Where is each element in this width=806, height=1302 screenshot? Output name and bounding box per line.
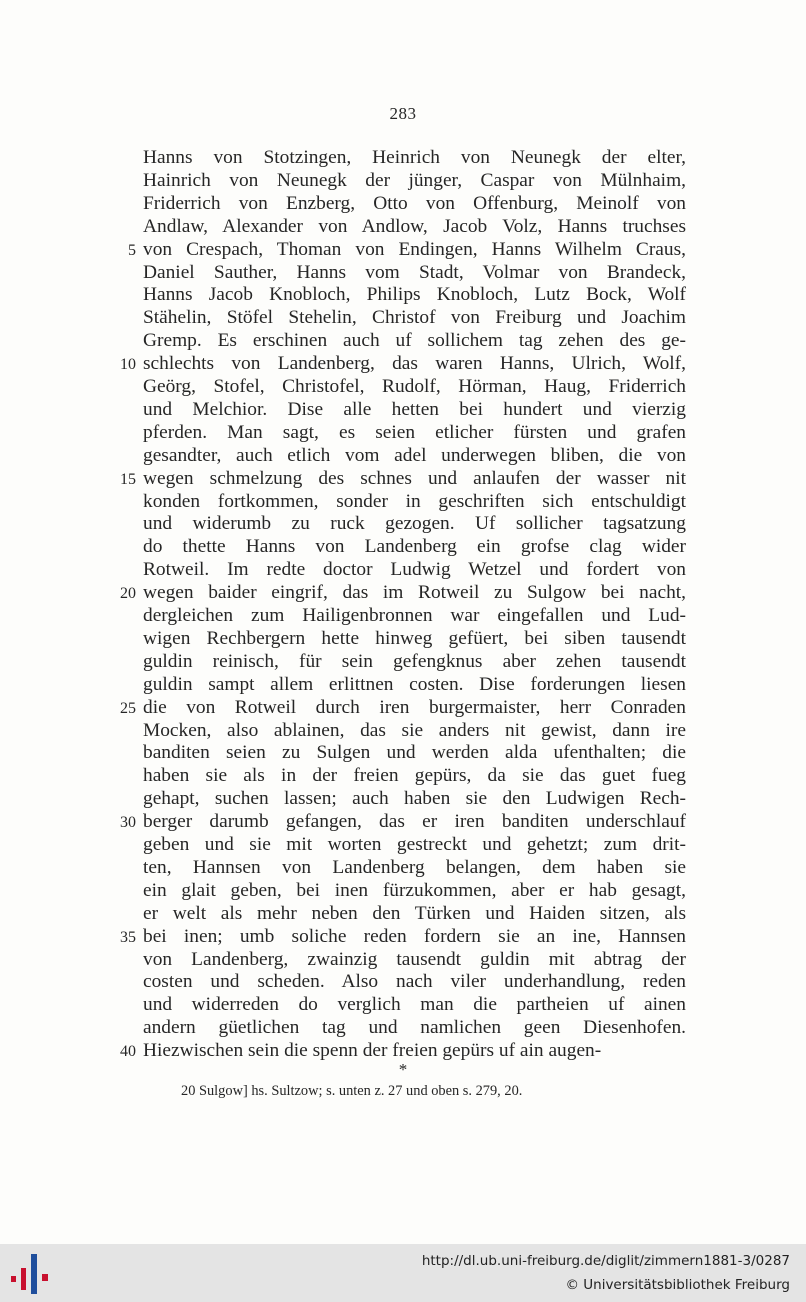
- line-text: wegen schmelzung des schnes und anlaufen der wasser nit: [143, 467, 686, 489]
- line-text: Mocken, also ablainen, das sie anders nit gewist, dann ire: [143, 719, 686, 741]
- text-line: [0, 993, 806, 1016]
- text-line: [0, 673, 806, 696]
- line-text: er welt als mehr neben den Türken und Haiden sitzen, als: [143, 902, 686, 924]
- ub-freiburg-logo-icon[interactable]: [10, 1252, 52, 1296]
- line-text: wegen baider eingrif, das im Rotweil zu Sulgow bei nacht,: [143, 582, 686, 604]
- line-text: dergleichen zum Hailigenbronnen war eingefallen und Lud-: [143, 605, 686, 626]
- text-line: [0, 352, 806, 375]
- text-line: [0, 169, 806, 192]
- line-text: Daniel Sauther, Hanns vom Stadt, Volmar von Brandeck,: [143, 261, 686, 283]
- line-text: von Crespach, Thoman von Endingen, Hanns Wilhelm Craus,: [143, 238, 686, 260]
- text-line: [0, 146, 806, 169]
- text-line: [0, 1016, 806, 1039]
- text-line: [0, 741, 806, 764]
- logo-bar-mid-red: [21, 1268, 26, 1290]
- line-text: Geörg, Stofel, Christofel, Rudolf, Hörman, Haug, Friderrich: [143, 376, 686, 397]
- text-line: [0, 1039, 806, 1062]
- line-text: die von Rotweil durch iren burgermaister, herr Conraden: [143, 696, 686, 718]
- text-line: [0, 512, 806, 535]
- line-text: costen und scheden. Also nach viler underhandlung, reden: [143, 971, 686, 993]
- line-text: schlechts von Landenberg, das waren Hanns, Ulrich, Wolf,: [143, 353, 686, 375]
- line-text: Friderrich von Enzberg, Otto von Offenburg, Meinolf von: [143, 192, 686, 214]
- copyright-notice: © Universitätsbibliothek Freiburg: [565, 1277, 790, 1293]
- text-line: [0, 283, 806, 306]
- line-text: ten, Hannsen von Landenberg belangen, dem haben sie: [143, 856, 686, 878]
- line-text: pferden. Man sagt, es seien etlicher fürsten und grafen: [143, 421, 686, 443]
- line-text: guldin reinisch, für sein gefengknus aber zehen tausendt: [143, 650, 686, 672]
- line-text: bei inen; umb soliche reden fordern sie an ine, Hannsen: [143, 925, 686, 947]
- text-line: [0, 261, 806, 284]
- line-text: guldin sampt allem erlittnen costen. Dise forderungen liesen: [143, 673, 686, 695]
- text-line: [0, 696, 806, 719]
- line-number: 35: [120, 928, 136, 946]
- text-line: [0, 879, 806, 902]
- text-line: [0, 329, 806, 352]
- line-text: Gremp. Es erschinen auch uf sollichem tag zehen des ge-: [143, 330, 686, 352]
- line-text: do thette Hanns von Landenberg ein grofse clag wider: [143, 536, 686, 558]
- line-number: 20: [120, 585, 136, 603]
- text-line: [0, 444, 806, 467]
- line-number: 15: [120, 470, 136, 488]
- line-text: Andlaw, Alexander von Andlow, Jacob Volz, Hanns truchses: [143, 215, 686, 237]
- line-text: haben sie als in der freien gepürs, da sie das guet fueg: [143, 765, 686, 787]
- separator-mark: *: [398, 1060, 408, 1079]
- text-line: [0, 810, 806, 833]
- text-line: [0, 970, 806, 993]
- text-line: [0, 467, 806, 490]
- line-text: berger darumb gefangen, das er iren banditen underschlauf: [143, 811, 686, 833]
- line-number: 25: [120, 699, 136, 717]
- text-line: [0, 925, 806, 948]
- text-line: [0, 375, 806, 398]
- line-number: 10: [120, 356, 136, 374]
- text-line: [0, 558, 806, 581]
- text-line: [0, 856, 806, 879]
- line-text: konden fortkommen, sonder in geschriften sich entschuldigt: [143, 490, 686, 512]
- line-text: und widerumb zu ruck gezogen. Uf sollicher tagsatzung: [143, 513, 686, 535]
- line-text: andern güetlichen tag und namlichen geen Diesenhofen.: [143, 1017, 686, 1039]
- text-line: [0, 535, 806, 558]
- text-line: [0, 902, 806, 925]
- text-line: [0, 719, 806, 742]
- line-number: 30: [120, 814, 136, 832]
- page-number: 283: [389, 104, 417, 123]
- text-line: [0, 421, 806, 444]
- text-line: [0, 650, 806, 673]
- text-line: [0, 398, 806, 421]
- line-text: gehapt, suchen lassen; auch haben sie den Ludwigen Rech-: [143, 788, 686, 810]
- text-line: [0, 604, 806, 627]
- line-number: 40: [120, 1043, 136, 1061]
- line-text: Rotweil. Im redte doctor Ludwig Wetzel und fordert von: [143, 559, 686, 581]
- line-text: wigen Rechbergern hette hinweg gefüert, bei siben tausendt: [143, 627, 686, 649]
- line-text: Hainrich von Neunegk der jünger, Caspar von Mülnhaim,: [143, 169, 686, 191]
- logo-bar-right: [42, 1274, 48, 1281]
- text-line: [0, 238, 806, 261]
- text-line: [0, 948, 806, 971]
- text-line: [0, 833, 806, 856]
- logo-bar-left: [11, 1276, 16, 1282]
- line-text: Hanns Jacob Knobloch, Philips Knobloch, Lutz Bock, Wolf: [143, 284, 686, 306]
- line-text: von Landenberg, zwainzig tausendt guldin mit abtrag der: [143, 948, 686, 970]
- line-text: Hanns von Stotzingen, Heinrich von Neunegk der elter,: [143, 147, 686, 168]
- line-text: gesandter, auch etlich vom adel underwegen bliben, die von: [143, 444, 686, 466]
- text-line: [0, 764, 806, 787]
- line-text: ein glait geben, bei inen fürzukommen, aber er hab gesagt,: [143, 879, 686, 901]
- text-line: [0, 627, 806, 650]
- text-line: [0, 306, 806, 329]
- footnote: 20 Sulgow] hs. Sultzow; s. unten z. 27 und oben s. 279, 20.: [181, 1083, 523, 1099]
- text-line: [0, 787, 806, 810]
- line-text: und widerreden do verglich man die partheien uf ainen: [143, 994, 686, 1016]
- source-url-link[interactable]: http://dl.ub.uni-freiburg.de/diglit/zimmern1881-3/0287: [421, 1253, 790, 1269]
- footer-bar: [0, 1244, 806, 1302]
- line-text: banditen seien zu Sulgen und werden alda ufenthalten; die: [143, 742, 686, 764]
- text-line: [0, 490, 806, 513]
- line-number: 5: [128, 241, 136, 259]
- line-text: Stähelin, Stöfel Stehelin, Christof von Freiburg und Joachim: [143, 307, 686, 329]
- line-text: geben und sie mit worten gestreckt und gehetzt; zum drit-: [143, 834, 686, 855]
- logo-bar-blue: [31, 1254, 37, 1294]
- line-text: Hiezwischen sein die spenn der freien gepürs uf ain augen-: [143, 1040, 602, 1062]
- text-line: [0, 192, 806, 215]
- text-line: [0, 581, 806, 604]
- line-text: und Melchior. Dise alle hetten bei hundert und vierzig: [143, 398, 686, 420]
- text-line: [0, 215, 806, 238]
